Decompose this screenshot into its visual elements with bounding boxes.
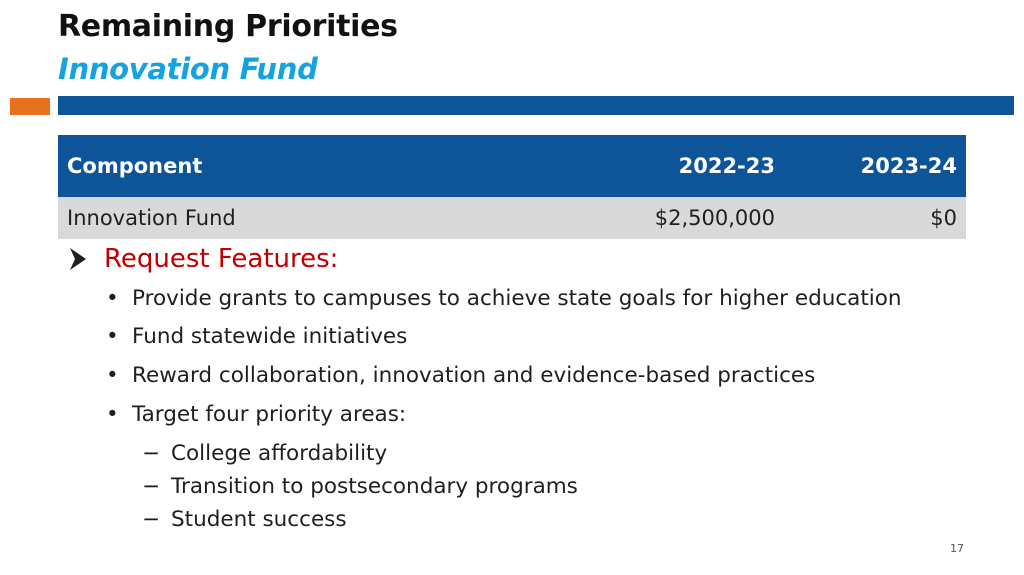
features-heading-row: [68, 240, 948, 278]
bullet-text: Provide grants to campuses to achieve state goals for higher education: [132, 286, 902, 311]
bullet-text: Reward collaboration, innovation and evidence-based practices: [132, 363, 816, 388]
list-item: [68, 360, 948, 392]
slide-number: 17: [950, 542, 964, 555]
funding-table: [58, 135, 966, 239]
dash-bullet-icon: −: [142, 507, 161, 532]
dash-bullet-icon: −: [142, 441, 161, 466]
bullet-text: Target four priority areas:: [132, 402, 407, 427]
bullet-dot-icon: •: [106, 324, 119, 349]
sub-bullet-text: Student success: [171, 507, 347, 532]
sub-list-item: [68, 504, 948, 536]
table-header-row: [58, 135, 966, 197]
header-component: Component: [58, 135, 556, 197]
cell-2022-23: $2,500,000: [556, 197, 784, 239]
slide-title: Remaining Priorities: [58, 9, 398, 44]
request-features: [68, 240, 948, 536]
header-year-2023-24: 2023-24: [784, 135, 966, 197]
sub-list-item: [68, 438, 948, 470]
cell-2023-24: $0: [784, 197, 966, 239]
bullet-text: Fund statewide initiatives: [132, 324, 408, 349]
sub-list-item: [68, 471, 948, 503]
table-row: [58, 197, 966, 239]
features-heading: Request Features:: [104, 244, 339, 274]
bullet-dot-icon: •: [106, 363, 119, 388]
sub-bullet-text: College affordability: [171, 441, 388, 466]
header-year-2022-23: 2022-23: [556, 135, 784, 197]
accent-bar-orange: [10, 98, 50, 115]
cell-component: Innovation Fund: [58, 197, 556, 239]
bullet-dot-icon: •: [106, 402, 119, 427]
accent-bar-blue: [58, 96, 1014, 115]
arrow-bullet-icon: [68, 242, 90, 276]
bullet-dot-icon: •: [106, 286, 119, 311]
list-item: [68, 399, 948, 431]
list-item: [68, 321, 948, 353]
dash-bullet-icon: −: [142, 474, 161, 499]
slide-subtitle: Innovation Fund: [58, 52, 318, 86]
sub-bullet-text: Transition to postsecondary programs: [171, 474, 578, 499]
list-item: [68, 283, 948, 315]
